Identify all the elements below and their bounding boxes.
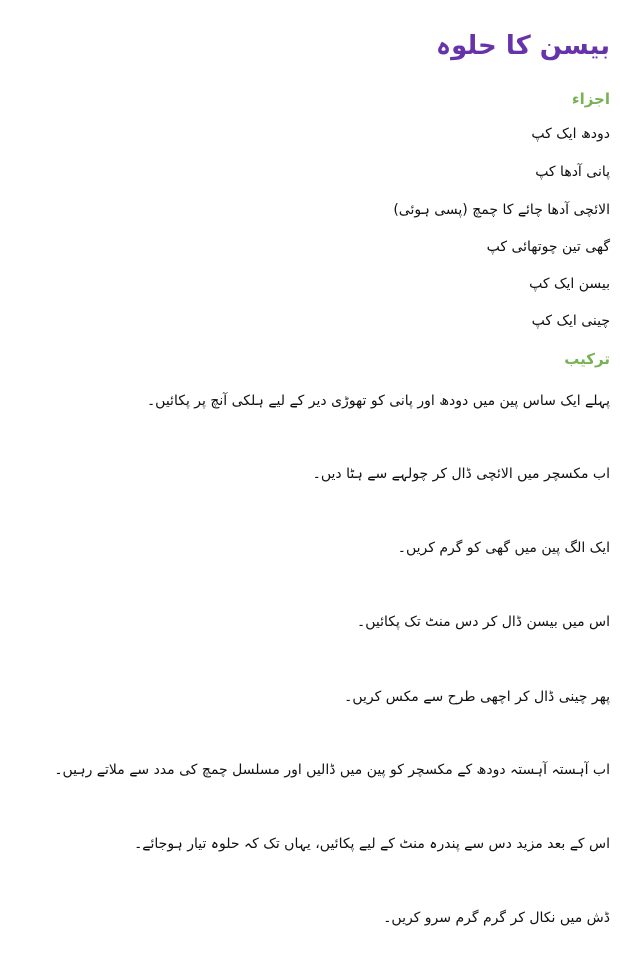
ingredient-item: پانی آدھا کپ — [535, 164, 610, 180]
method-step: ایک الگ پین میں گھی کو گرم کریں۔ — [397, 540, 610, 556]
method-step: اس میں بیسن ڈال کر دس منٹ تک پکائیں۔ — [356, 614, 610, 630]
method-step: ڈش میں نکال کر گرم گرم سرو کریں۔ — [383, 910, 610, 926]
ingredient-item: گھی تین چوتھائی کپ — [486, 239, 610, 255]
ingredients-heading: اجزاء — [571, 90, 610, 108]
ingredient-item: دودھ ایک کپ — [531, 126, 610, 142]
recipe-title: بیسن کا حلوہ — [435, 31, 610, 61]
method-step: اس کے بعد مزید دس سے پندرہ منٹ کے لیے پکائیں، یہاں تک کہ حلوہ تیار ہوجائے۔ — [134, 836, 610, 852]
method-heading: ترکیب — [564, 350, 610, 368]
ingredient-item: الائچی آدھا چائے کا چمچ (پسی ہوئی) — [393, 202, 610, 218]
method-step: پہلے ایک ساس پین میں دودھ اور پانی کو تھوڑی دیر کے لیے ہلکی آنچ پر پکائیں۔ — [146, 393, 610, 409]
ingredient-item: چینی ایک کپ — [531, 313, 610, 329]
method-step: پھر چینی ڈال کر اچھی طرح سے مکس کریں۔ — [344, 689, 610, 705]
method-step: اب آہستہ آہستہ دودھ کے مکسچر کو پین میں ڈالیں اور مسلسل چمچ کی مدد سے ملاتے رہیں۔ — [54, 762, 610, 778]
ingredient-item: بیسن ایک کپ — [529, 276, 610, 292]
method-step: اب مکسچر میں الائچی ڈال کر چولہے سے ہٹا دیں۔ — [312, 466, 610, 482]
